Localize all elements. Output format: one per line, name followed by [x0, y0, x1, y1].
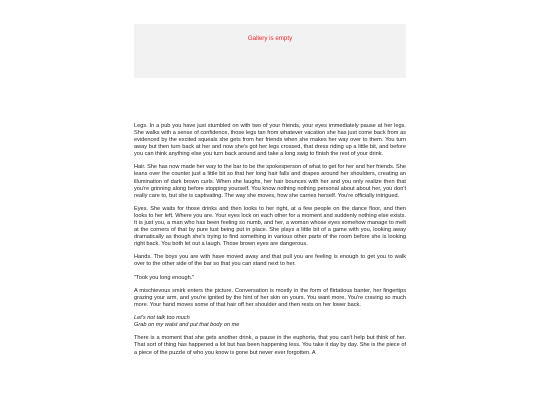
- lyric-line-2: Grab on my waist and put that body on me: [134, 322, 240, 329]
- paragraph-eyes: Eyes. She waits for those drinks and then looks to her right, at a few people on the dance floor, and then looks to her left. Where you are. Your eyes lock on each other for a moment and suddenly nothing else exists. It is just you, a man who has been feeling so numb, and her, a woman whose eyes somehow manage to melt at the corners of that by pure lust being put in place. She plays a little bit of a game with you, looking away dramatically as though she's trying to find something in various other parts of the room before she is looking right back. You both let out a laugh. Those brown eyes are dangerous.: [134, 205, 406, 248]
- paragraph-hands: Hands. The boys you are with have moved away and that pull you are feeling is enough to get you to walk over to the other side of the bar so that you can stand next to her.: [134, 254, 406, 268]
- paragraph-moment: There is a moment that she gets another drink, a pause in the euphoria, that you can't help but think of her. That sort of thing has happened a lot but has been happening less. You take it day by day. She is the piece of a piece of the puzzle of who you know is gone but never ever forgotten. A: [134, 335, 406, 356]
- article-body: [134, 123, 406, 363]
- paragraph-quote: "Took you long enough.": [134, 274, 195, 281]
- paragraph-hair: Hair. She has now made her way to the bar to be the spokesperson of what to get for her and her friends. She leans over the counter just a little bit so that her long hair falls and drapes around her shoulders, creating an illumination of dark brown curls. When she laughs, her hair bounces with her and you only realize then that you're grinning along before stopping yourself. You know nothing nothing personal about about her, you don't really care to, but she is captivating. The way she moves, how she carries herself. You're officially intrigued.: [134, 164, 406, 199]
- gallery-empty-message: Gallery is empty: [247, 35, 293, 42]
- lyric-line-1: Let's not talk too much: [134, 315, 190, 322]
- gallery-placeholder: [134, 24, 406, 78]
- paragraph-legs: Legs. In a pub you have just stumbled on with two of your friends, your eyes immediately pause at her legs. She walks with a sense of confidence, those legs tan from whatever vacation she has just come back from as evidenced by the excited squeals she gets from her friends when she makes her way over to them. You turn away but then turn back at her and now she's got her legs crossed, that dress riding up a little bit, and before you can think anything else you turn back around and take a long swig to finish the rest of your drink.: [134, 123, 406, 158]
- paragraph-smirk: A mischievous smirk enters the picture. Conversation is mostly in the form of flirtatious banter, her fingertips grazing your arm, and you're ignited by the hint of her skin on yours. You want more. You're craving so much more. Your hand moves some of that hair off her shoulder and then rests on her lower back.: [134, 287, 406, 308]
